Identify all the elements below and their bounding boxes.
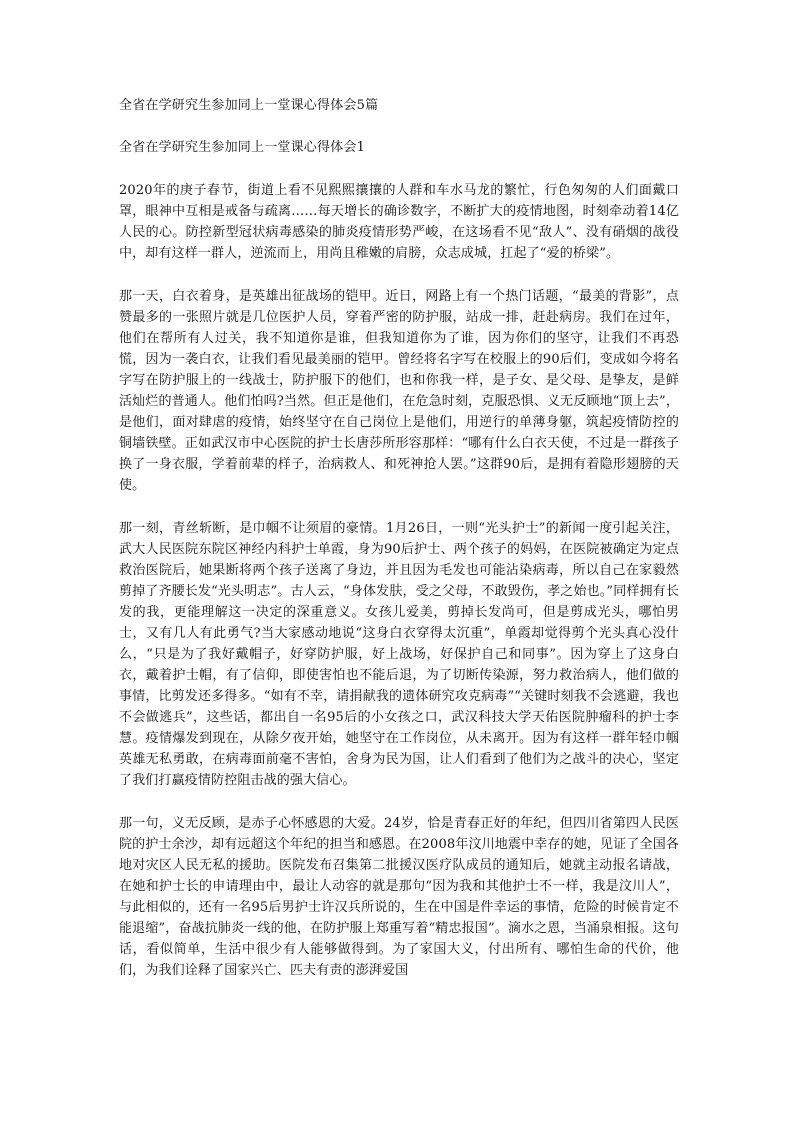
- document-page: [119, 97, 679, 1003]
- paragraph-1: 2020年的庚子春节，街道上看不见熙熙攘攘的人群和车水马龙的繁忙，行色匆匆的人们面戴口罩，眼神中互相是戒备与疏离……每天增长的确诊数字，不断扩大的疫情地图，时刻牵动着14亿人民的心。防控新型冠状病毒感染的肺炎疫情形势严峻，在这场看不见“敌人”、没有硝烟的战役中，却有这样一群人，逆流而上，用尚且稚嫩的肩膀，众志成城，扛起了“爱的桥梁”。: [119, 183, 679, 261]
- paragraph-3: 那一刻，青丝斩断，是巾帼不让须眉的豪情。1月26日，一则“光头护士”的新闻一度引起关注，武大人民医院东院区神经内科护士单霞，身为90后护士、两个孩子的妈妈，在医院被确定为定点救治医院后，她果断将两个孩子送离了身边，并且因为毛发也可能沾染病毒，所以自己在家毅然剪掉了齐腰长发“光头明志”。古人云，“身体发肤，受之父母，不敢毁伤，孝之始也。”同样拥有长发的我，更能理解这一决定的深重意义。女孩儿爱美，剪掉长发尚可，但是剪成光头，哪怕男士，又有几人有此勇气?当大家感动地说“这身白衣穿得太沉重”，单霞却觉得剪个光头真心没什么，“只是为了我好戴帽子，好穿防护服，好上战场，好保护自己和同事”。因为穿上了这身白衣，戴着护士帽，有了信仰，即使害怕也不能后退，为了切断传染源，努力救治病人，他们做的事情，比剪发还多得多。“如有不幸，请捐献我的遗体研究攻克病毒”“关键时刻我不会逃避，我也不会做逃兵”，这些话，都出自一名95后的小女孩之口，武汉科技大学天佑医院肿瘤科的护士李慧。疫情爆发到现在，从除夕夜开始，她坚守在工作岗位，从未离开。因为有这样一群年轻巾帼英雄无私勇敢，在病毒面前毫不害怕，舍身为民为国，让人们看到了他们为之战斗的决心，坚定了我们打赢疫情防控阻击战的强大信心。: [119, 521, 679, 788]
- paragraph-2: 那一天，白衣着身，是英雄出征战场的铠甲。近日，网路上有一个热门话题，“最美的背影”，点赞最多的一张照片就是几位医护人员，穿着严密的防护服，站成一排，赶赴病房。我们在过年，他们在帮所有人过关，我不知道你是谁，但我知道你为了谁，因为你们的坚守，让我们不再恐慌，因为一袭白衣，让我们看见最美丽的铠甲。曾经将名字写在校服上的90后们，变成如今将名字写在防护服上的一线战士，防护服下的他们，也和你我一样，是子女、是父母、是挚友，是鲜活灿烂的普通人。他们怕吗?当然。但正是他们，在危急时刻，克服恐惧、义无反顾地“顶上去”，是他们，面对肆虐的疫情，始终坚守在自己岗位上是他们，用逆行的单薄身躯，筑起疫情防控的铜墙铁壁。正如武汉市中心医院的护士长唐莎所形容那样：“哪有什么白衣天使，不过是一群孩子换了一身衣服，学着前辈的样子，治病救人、和死神抢人罢。”这群90后，是拥有着隐形翅膀的天使。: [119, 289, 679, 493]
- paragraph-4: 那一句，义无反顾，是赤子心怀感恩的大爱。24岁，恰是青春正好的年纪，但四川省第四人民医院的护士余沙，却有远超这个年纪的担当和感恩。在2008年汶川地震中幸存的她，见证了全国各地对灾区人民无私的援助。医院发布召集第二批援汉医疗队成员的通知后，她就主动报名请战，在她和护士长的申请理由中，最让人动容的就是那句“因为我和其他护士不一样，我是汶川人”，与此相似的，还有一名95后男护士许汉兵所说的，生在中国是件幸运的事情，危险的时候肯定不能退缩”，奋战抗肺炎一线的他，在防护服上郑重写着“精忠报国”。滴水之恩，当涌泉相报。这句话，看似简单，生活中很少有人能够做得到。为了家国大义，付出所有、哪怕生命的代价，他们，为我们诠释了国家兴亡、匹夫有责的澎湃爱国: [119, 816, 679, 978]
- section-title: 全省在学研究生参加同上一堂课心得体会1: [119, 140, 366, 155]
- document-title: 全省在学研究生参加同上一堂课心得体会5篇: [119, 98, 379, 113]
